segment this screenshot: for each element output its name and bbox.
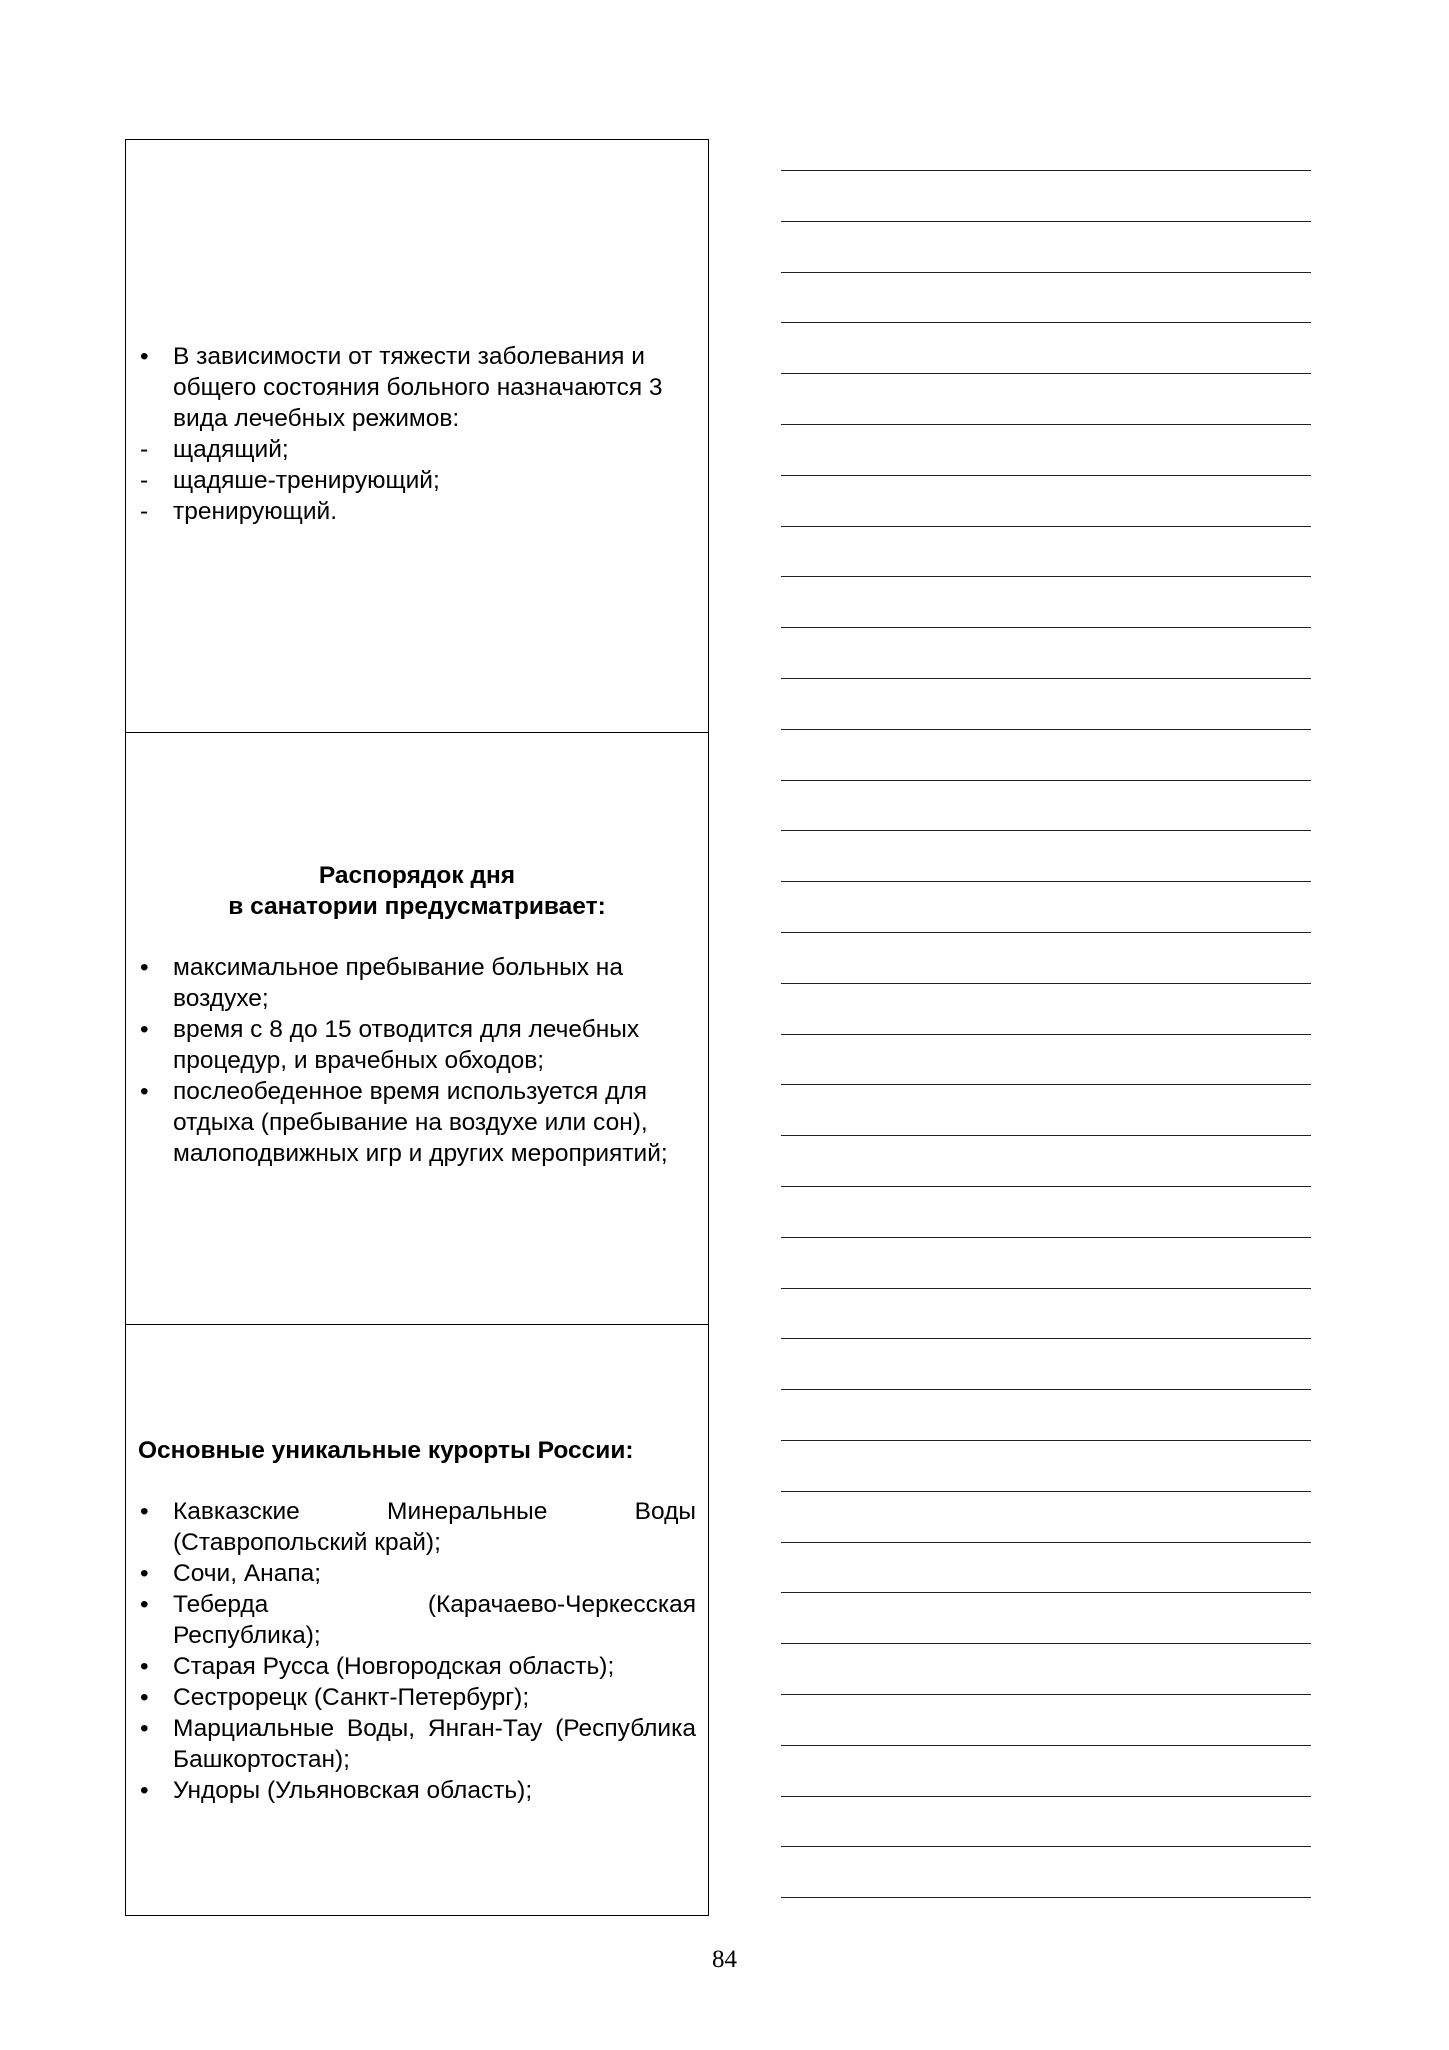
regimes-intro-text: В зависимости от тяжести заболевания и общего состояния больного назначаются 3 вида лечебных режимов: <box>173 343 663 432</box>
list-item: • Сочи, Анапа; <box>138 1558 696 1589</box>
note-line <box>781 1897 1311 1898</box>
note-line <box>781 830 1311 831</box>
list-item: - тренирующий. <box>138 496 696 527</box>
list-item: - щадяше-тренирующий; <box>138 465 696 496</box>
note-line <box>781 1338 1311 1339</box>
note-line <box>781 1796 1311 1797</box>
note-line <box>781 1288 1311 1289</box>
note-line <box>781 1592 1311 1593</box>
page-number: 84 <box>712 1946 737 1973</box>
list-item: • Марциальные Воды, Янган-Тау (Республика Башкортостан); <box>138 1713 696 1775</box>
slide-resorts <box>126 1324 708 1916</box>
note-line <box>781 881 1311 882</box>
daily-routine-list <box>138 952 696 1169</box>
list-item: • максимальное пребывание больных на воздухе; <box>138 952 696 1014</box>
note-line <box>781 1389 1311 1390</box>
list-item: • Кавказские Минеральные Воды (Ставропольский край); <box>138 1496 696 1558</box>
heading-line: в санатории предусматривает: <box>228 893 606 920</box>
note-line <box>781 272 1311 273</box>
note-line <box>781 373 1311 374</box>
list-item: • Ундоры (Ульяновская область); <box>138 1775 696 1806</box>
note-line <box>781 475 1311 476</box>
list-item: • послеобеденное время используется для отдыха (пребывание на воздухе или сон), малоподвижных игр и других мероприятий; <box>138 1076 696 1169</box>
note-line <box>781 526 1311 527</box>
list-item: • время с 8 до 15 отводится для лечебных процедур, и врачебных обходов; <box>138 1014 696 1076</box>
daily-routine-heading <box>138 860 696 922</box>
slide-daily-routine <box>126 732 708 1324</box>
note-line <box>781 170 1311 171</box>
regimes-bullet-list <box>138 341 696 527</box>
note-line <box>781 1084 1311 1085</box>
note-line <box>781 1694 1311 1695</box>
note-line <box>781 1491 1311 1492</box>
slide-frame <box>125 139 709 1916</box>
list-item: - щадящий; <box>138 434 696 465</box>
note-line <box>781 1542 1311 1543</box>
note-line <box>781 1745 1311 1746</box>
note-line <box>781 678 1311 679</box>
note-line <box>781 780 1311 781</box>
note-line <box>781 1135 1311 1136</box>
slide-treatment-regimes <box>126 140 708 732</box>
list-item: • Теберда (Карачаево-Черкесская Республика); <box>138 1589 696 1651</box>
resorts-list <box>138 1496 696 1806</box>
resorts-heading: Основные уникальные курорты России: <box>138 1437 634 1464</box>
note-line <box>781 627 1311 628</box>
note-line <box>781 424 1311 425</box>
note-line <box>781 729 1311 730</box>
list-item: • Старая Русса (Новгородская область); <box>138 1651 696 1682</box>
note-line <box>781 983 1311 984</box>
list-item: • Сестрорецк (Санкт-Петербург); <box>138 1682 696 1713</box>
note-line <box>781 1643 1311 1644</box>
heading-line: Распорядок дня <box>318 862 516 889</box>
regimes-dash-list <box>138 434 696 527</box>
note-line <box>781 1846 1311 1847</box>
note-line <box>781 1034 1311 1035</box>
note-line <box>781 1237 1311 1238</box>
note-line <box>781 1440 1311 1441</box>
list-item <box>138 341 696 527</box>
note-line <box>781 932 1311 933</box>
note-line <box>781 221 1311 222</box>
note-line <box>781 1186 1311 1187</box>
note-line <box>781 576 1311 577</box>
note-line <box>781 322 1311 323</box>
